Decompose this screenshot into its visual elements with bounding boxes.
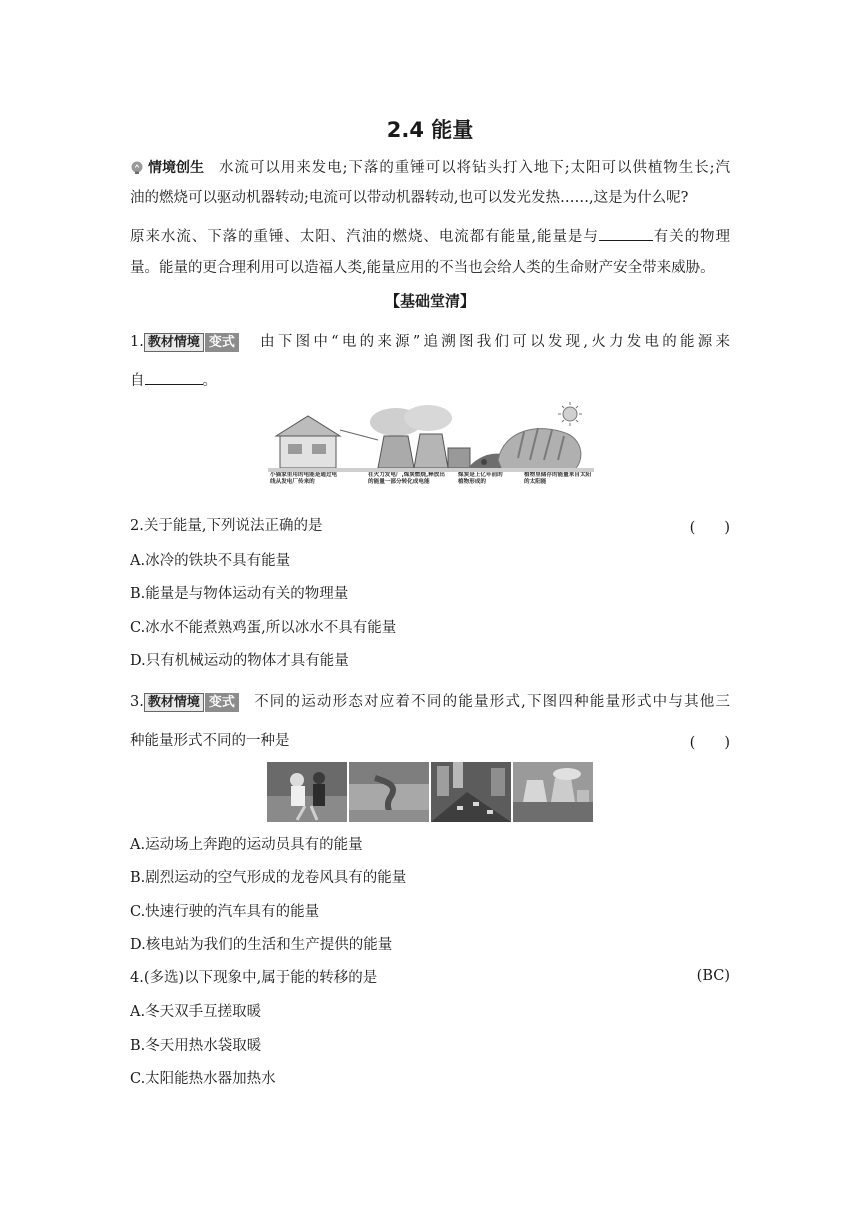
photo-nuclear-plant: [513, 762, 593, 822]
page-title: 2.4 能量: [386, 118, 474, 142]
q1-text-c: 。: [202, 373, 217, 389]
q2-option-c: C.冰水不能煮熟鸡蛋,所以冰水不具有能量: [130, 620, 397, 636]
q1-line-1: [130, 332, 730, 352]
q3-option-a: A.运动场上奔跑的运动员具有的能量: [130, 837, 363, 853]
intro-line-2: 油的燃烧可以驱动机器转动;电流可以带动机器转动,也可以发光发热……,这是为什么呢?: [130, 190, 689, 206]
q2-option-a: A.冰冷的铁块不具有能量: [130, 553, 291, 569]
q4-option-a: A.冬天双手互搓取暖: [130, 1004, 262, 1020]
q3-line-2: 种能量形式不同的一种是: [130, 733, 290, 749]
intro-text-3a: 原来水流、下落的重锤、太阳、汽油的燃烧、电流都有能量,能量是与: [130, 229, 599, 245]
q3-option-b: B.剧烈运动的空气形成的龙卷风具有的能量: [130, 870, 407, 886]
q3-option-d: D.核电站为我们的生活和生产提供的能量: [130, 937, 393, 953]
variant-tag: 变式: [205, 333, 239, 352]
q1-answer-blank[interactable]: [145, 370, 203, 385]
q2-stem: 2.关于能量,下列说法正确的是: [130, 518, 323, 534]
section-title: 【基础堂清】: [384, 292, 475, 310]
electricity-source-figure: [268, 400, 594, 506]
textbook-tag: 教材情境: [144, 333, 204, 352]
photo-tornado: [349, 762, 429, 822]
intro-line-1: [130, 158, 730, 178]
figure-caption-2: 在火力发电厂,煤炭燃烧,释放出的能量一部分转化成电能: [368, 472, 445, 485]
figure-caption-4: 植物里储存的能量来自太阳的太阳能: [524, 472, 592, 485]
energy-forms-photos: [267, 762, 593, 822]
q3-option-c: C.快速行驶的汽车具有的能量: [130, 904, 320, 920]
q3-answer-paren[interactable]: ( ): [689, 735, 730, 751]
photo-traffic: [431, 762, 511, 822]
figure-caption-1: 小猫家里用的电能是通过电线从发电厂传来的: [270, 472, 338, 485]
q4-stem: 4.(多选)以下现象中,属于能的转移的是: [130, 970, 378, 986]
lightbulb-icon: [130, 161, 144, 175]
q2-option-b: B.能量是与物体运动有关的物理量: [130, 586, 349, 602]
intro-line-4: 量。能量的更合理利用可以造福人类,能量应用的不当也会给人类的生命财产安全带来威胁。: [130, 260, 715, 276]
q3-line-1: [130, 692, 730, 712]
q1-text-b: 自: [130, 373, 145, 389]
textbook-tag-2: 教材情境: [144, 693, 204, 712]
q4-option-c: C.太阳能热水器加热水: [130, 1071, 276, 1087]
q2-answer-paren[interactable]: ( ): [689, 520, 730, 536]
q1-number: 1.: [130, 334, 144, 350]
q4-option-b: B.冬天用热水袋取暖: [130, 1038, 262, 1054]
q1-text: 由下图中“电的来源”追溯图我们可以发现,火力发电的能源来: [256, 334, 730, 350]
q1-line-2: [130, 370, 730, 391]
q3-number: 3.: [130, 694, 144, 710]
situation-tag: [130, 158, 204, 178]
q3-text: 不同的运动形态对应着不同的能量形式,下图四种能量形式中与其他三: [252, 694, 730, 710]
situation-tag-label: 情境创生: [148, 160, 204, 176]
figure-caption-3: 煤炭是上亿年前的植物形成的: [458, 472, 503, 485]
q4-answer: (BC): [696, 968, 730, 984]
photo-athletes: [267, 762, 347, 822]
variant-tag-2: 变式: [205, 693, 239, 712]
answer-blank[interactable]: [599, 226, 653, 241]
intro-text-1: 水流可以用来发电;下落的重锤可以将钻头打入地下;太阳可以供植物生长;汽: [218, 160, 730, 176]
intro-line-3: [130, 226, 730, 247]
q2-option-d: D.只有机械运动的物体才具有能量: [130, 653, 349, 669]
intro-text-3b: 有关的物理: [652, 229, 731, 245]
